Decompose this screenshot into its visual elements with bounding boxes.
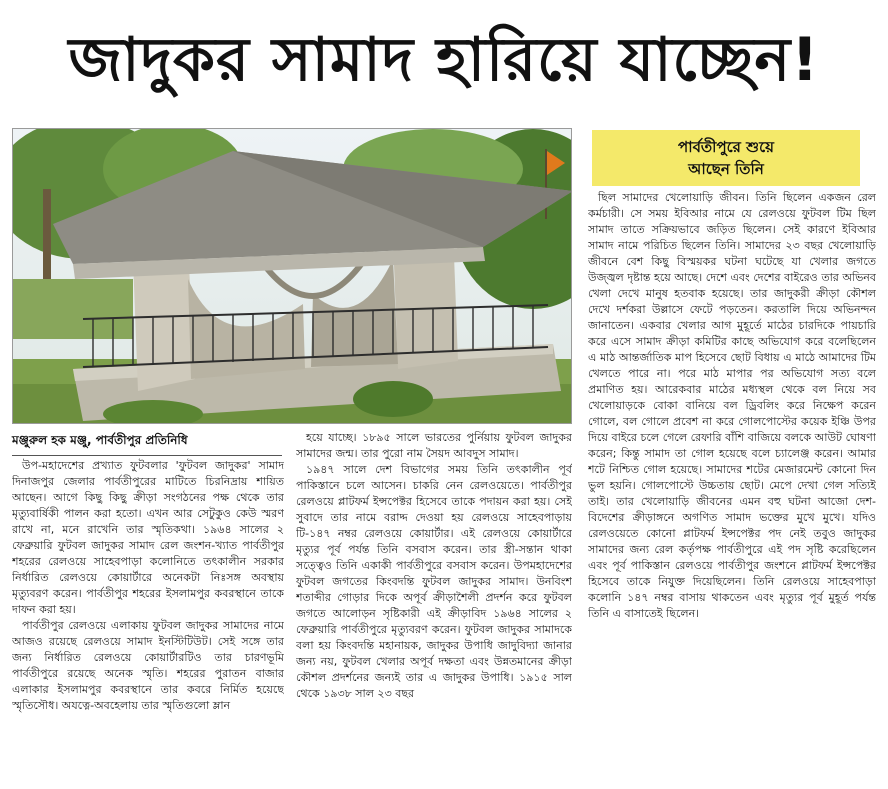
paragraph: হয়ে যাচ্ছে। ১৮৯৫ সালে ভারতের পুর্নিয়ায় ফুটবল জাদুকর সামাদের জন্ম। তার পুরো নাম সৈয়দ আবদুস সামাদ। <box>296 431 572 460</box>
sidebar-heading <box>592 130 860 186</box>
sidebar-heading-line-2: আছেন তিনি <box>688 160 764 178</box>
article-column-1 <box>12 458 284 784</box>
paragraph: পার্বতীপুর রেলওয়ে এলাকায় ফুটবল জাদুকর সামাদের নামে আজও রয়েছে রেলওয়ে সামাদ ইনস্টিটিউট। সেই সঙ্গে তার জন্য নির্ধারিত রেলওয়ে কোয়ার্টারটিও তার চারণভূমি পার্বতীপুরে রয়েছে অনেক স্মৃতি। শহরের পুরাতন বাজার এলাকার ইসলামপুর কবরস্থানে তার কবরে নির্মিত হয়েছে স্মৃতিসৌধ। অযত্নে-অবহেলায় তার স্মৃতিগুলো ম্লান <box>12 619 284 712</box>
paragraph: উপ-মহাদেশের প্রখ্যাত ফুটবলার 'ফুটবল জাদুকর' সামাদ দিনাজপুর জেলার পার্বতীপুরের মাটিতে চিরনিদ্রায় শায়িত আছেন। আগে কিছু কিছু ক্রীড়া সংগঠনের পক্ষ থেকে তার মৃত্যুবার্ষিকী পালন করা হতো। এখন আর সেটুকুও কেউ স্মরণ রাখে না, মনে রাখেনি তার স্মৃতিকথা। ১৯৬৪ সালের ২ ফেব্রুয়ারি ফুটবল জাদুকর সামাদ রেল জংশন-খ্যাত পার্বতীপুর শহরের রেলওয়ে সাহেবপাড়া কলোনিতে তৎকালীন সরকার নির্ধারিত রেলওয়ে কোয়ার্টারে অনেকটা নিঃসঙ্গ অবস্থায় মৃত্যুবরণ করেন। পার্বতীপুর শহরের ইসলামপুর কবরস্থানে তাকে দাফন করা হয়। <box>12 459 284 616</box>
memorial-photo <box>12 128 572 424</box>
paragraph: ১৯৪৭ সালে দেশ বিভাগের সময় তিনি তৎকালীন পূর্ব পাকিস্তানে চলে আসেন। চাকরি নেন রেলওয়েতে। পার্বতীপুর রেলওয়ে প্লাটফর্ম ইন্সপেক্টর হিসেবে তাকে পদায়ন করা হয়। সেই সুবাদে তার নামে বরাদ্দ দেওয়া হয় রেলওয়ে সাহেবপাড়ায় টি-১৪৭ নম্বর রেলওয়ে কোয়ার্টার। এই রেলওয়ে কোয়ার্টারে মৃত্যুর পূর্ব পর্যন্ত তিনি বসবাস করেন। তার স্ত্রী-সন্তান থাকা সত্ত্বেও তিনি একাকী পার্বতীপুরে বসবাস করেন। উপমহাদেশের ফুটবল জগতের কিংবদন্তি ফুটবল জাদুকর সামাদ। উনবিংশ শতাব্দীর গোড়ার দিকে অপূর্ব ক্রীড়াশৈলী প্রদর্শন করে ফুটবল জগতে আলোড়ন সৃষ্টিকারী এই ক্রীড়াবিদ ১৯৬৪ সালের ২ ফেব্রুয়ারি পার্বতীপুরে মৃত্যুবরণ করেন। ফুটবল জাদুকর সামাদকে বলা হয় কিংবদন্তি মহানায়ক, জাদুকর উপাধি জাদুবিদ্যা জানার জন্য নয়, ফুটবল খেলার অপূর্ব দক্ষতা এবং উন্নতমানের ক্রীড়া কৌশল প্রদর্শনের জন্যই তার এ জাদুকর উপাধি। ১৯১৫ সাল থেকে ১৯৩৮ সাল ২৩ বছর <box>296 463 572 700</box>
sidebar-heading-line-1: পার্বতীপুরে শুয়ে <box>678 138 774 156</box>
paragraph: ছিল সামাদের খেলোয়াড়ি জীবন। তিনি ছিলেন একজন রেল কর্মচারী। সে সময় ইবিআর নামে যে রেলওয়ে ফুটবল টিম ছিল সামাদ তাতে সক্রিয়ভাবে জড়িত ছিলেন। সেই কারণে ইবিআর সামাদ নামে পরিচিত ছিলেন তিনি। সামাদের ২৩ বছর খেলোয়াড়ি জীবনে বেশ কিছু বিস্ময়কর ঘটনা ঘটেছে যা খেলার জগতে উজ্জ্বল দৃষ্টান্ত হয়ে আছে। দেশে এবং দেশের বাইরেও তার অভিনব খেলা দেখে মানুষ হতবাক হয়েছে। তার জাদুকরী ক্রীড়া কৌশল দেখে দর্শকরা উল্লাসে ফেটে পড়তেন। করতালি দিয়ে অভিনন্দন জানাতেন। একবার খেলার আগ মুহূর্তে মাঠের চারদিকে পায়চারি করে এসে সামাদ ক্রীড়া কমিটির কাছে অভিযোগ করে বলেছিলেন এ মাঠ আন্তর্জাতিক মাপ হিসেবে ছোট বিধায় এ মাঠে আমাদের টিম খেলতে পারে না। পরে মাঠ মাপার পর অভিযোগ সত্য বলে প্রমাণিত হয়। আরেকবার মাঠের মধ্যস্থল থেকে বল নিয়ে সব খেলোয়াড়কে বোকা বানিয়ে বল ড্রিবলিং করে নিক্ষেপ করেন গোলে, বল গোলে প্রবেশ না করে গোলপোস্টের কয়েক ইঞ্চি উপর দিয়ে বাইরে চলে গেলে রেফারি বাঁশি বাজিয়ে বলকে আউট ঘোষণা করেন; কিন্তু সামাদ তা গোল হয়েছে বলে চ্যালেঞ্জ করেন। আমার শটে নিশ্চিত গোল হয়েছে। সামাদের শটের মেজারমেন্ট কোনো দিন ভুল হয়নি। গোলপোস্টে উচ্চতায় ছোট। মেপে দেখা গেল সত্যিই তাই। তার খেলোয়াড়ি জীবনের এমন বহু ঘটনা আজো দেশ-বিদেশের ক্রীড়াঙ্গনে অগণিত সামাদ ভক্তের মুখে মুখে। যদিও রেলওয়েতে কোনো প্লাটফর্ম ইন্সপেক্টর পদ নেই তবুও জাদুকর সামাদের জন্য রেল কর্তৃপক্ষ পার্বতীপুরে এই পদ সৃষ্টি করেছিলেন এবং পূর্ব পাকিস্তান রেলওয়ে পার্বতীপুর জংশনে প্লাটফর্ম ইন্সপেক্টর হিসেবে তাকে নিযুক্ত দিয়েছিলেন। তিনি রেলওয়ে সাহেবপাড়া কলোনি ১৪৭ নম্বর বাসায় থাকতেন এবং মৃত্যুর পূর্ব মুহূর্ত পর্যন্ত তিনি এ বাসাতেই ছিলেন। <box>588 191 876 620</box>
article-column-3 <box>588 190 876 784</box>
article-column-2 <box>296 430 572 784</box>
byline: মঞ্জুরুল হক মঞ্জু, পার্বতীপুর প্রতিনিধি <box>12 432 282 456</box>
headline: জাদুকর সামাদ হারিয়ে যাচ্ছেন! <box>68 25 820 95</box>
